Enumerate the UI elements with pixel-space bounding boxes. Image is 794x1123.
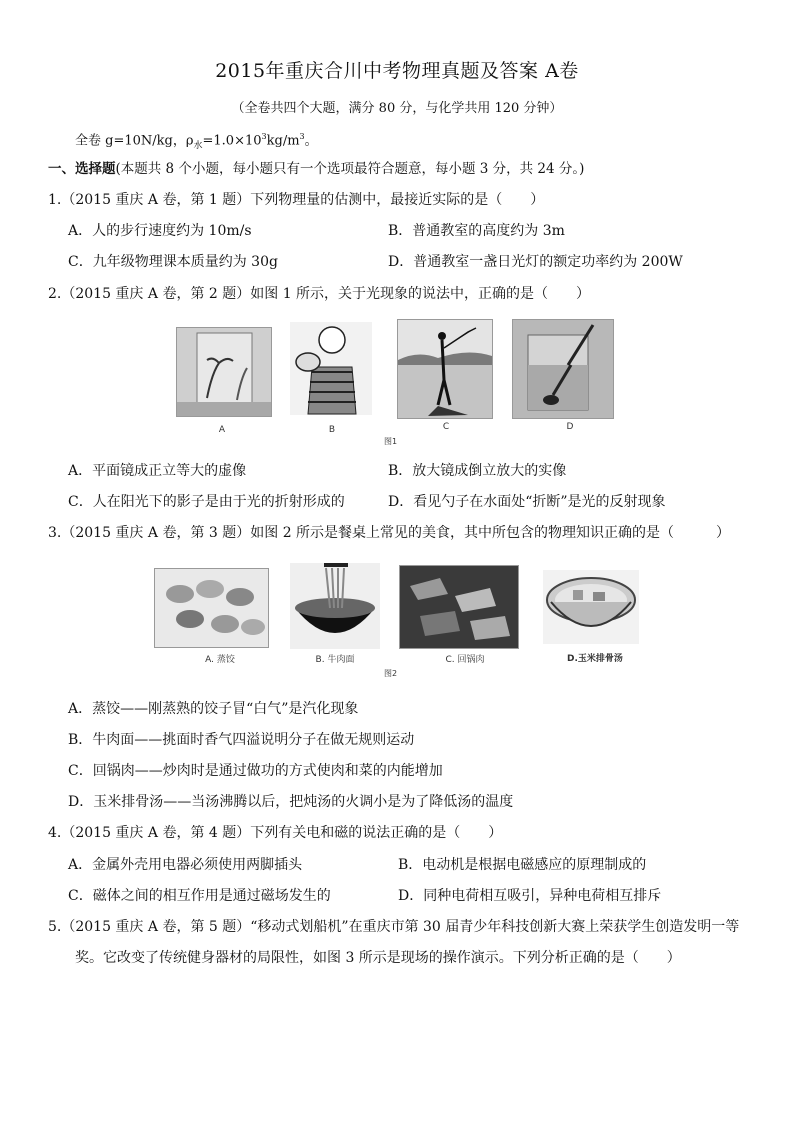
- q2-option-b: B．放大镜成倒立放大的实像: [388, 463, 567, 479]
- constants-end: 。: [304, 133, 318, 149]
- corn-rib-soup-image: [543, 570, 639, 644]
- page-subtitle: （全卷共四个大题，满分 80 分，与化学共用 120 分钟）: [231, 101, 563, 116]
- twice-cooked-pork-image: [400, 566, 518, 648]
- figure-1-image-c: [397, 319, 493, 419]
- magnifier-person-image: [290, 322, 372, 415]
- q4-option-c: C．磁体之间的相互作用是通过磁场发生的: [68, 888, 331, 904]
- figure-1-label-b: B: [328, 425, 336, 435]
- constants-prefix: 全卷 g=10N/kg，ρ: [75, 133, 194, 149]
- q1-option-c: C．九年级物理课本质量约为 30g: [68, 254, 278, 270]
- q1-option-b: B．普通教室的高度约为 3m: [388, 223, 565, 239]
- figure-1-image-d: [512, 319, 614, 419]
- figure-1-label-a: A: [218, 425, 226, 435]
- q4-option-b: B．电动机是根据电磁感应的原理制成的: [398, 857, 647, 873]
- q3-option-d: D．玉米排骨汤——当汤沸腾以后，把炖汤的火调小是为了降低汤的温度: [68, 794, 514, 810]
- section-desc: (本题共 8 个小题，每小题只有一个选项最符合题意，每小题 3 分，共 24 分。): [115, 161, 585, 177]
- q2-option-c: C．人在阳光下的影子是由于光的折射形成的: [68, 494, 345, 510]
- q1-option-d: D．普通教室一盏日光灯的额定功率约为 200W: [388, 254, 683, 270]
- figure-2-label-c: C. 回锅肉: [445, 655, 485, 665]
- q3-option-a: A．蒸饺——刚蒸熟的饺子冒“白气”是汽化现象: [68, 701, 359, 717]
- q1-stem: 1.（2015 重庆 A 卷，第 1 题）下列物理量的估测中，最接近实际的是（ ）: [48, 192, 545, 208]
- figure-2-caption: 图2: [384, 669, 398, 678]
- figure-2-image-c: [399, 565, 519, 649]
- section-heading: 一、选择题: [48, 161, 116, 177]
- constants-unit: kg/m: [266, 133, 300, 149]
- figure-2-label-a: A. 蒸饺: [205, 655, 235, 665]
- constants-line: [75, 128, 318, 155]
- q4-option-d: D．同种电荷相互吸引，异种电荷相互排斥: [398, 888, 662, 904]
- constants-sup: 3: [261, 132, 267, 141]
- page-title: 2015年重庆合川中考物理真题及答案 A卷: [215, 60, 579, 82]
- figure-2-image-d: [543, 570, 639, 644]
- q4-stem: 4.（2015 重庆 A 卷，第 4 题）下列有关电和磁的说法正确的是（ ）: [48, 825, 503, 841]
- figure-1-image-a: [176, 327, 272, 417]
- dumplings-image: [155, 569, 268, 647]
- constants-sub: 水: [193, 140, 203, 151]
- figure-1-label-c: C: [442, 422, 450, 432]
- q3-option-c: C．回锅肉——炒肉时是通过做功的方式使肉和菜的内能增加: [68, 763, 443, 779]
- figure-1-caption: 图1: [384, 437, 398, 446]
- q3-option-b: B．牛肉面——挑面时香气四溢说明分子在做无规则运动: [68, 732, 415, 748]
- figure-1-image-b: [290, 322, 372, 415]
- golfer-shadow-image: [398, 320, 492, 418]
- section-header: [48, 160, 584, 178]
- figure-2-label-d: D.玉米排骨汤: [567, 654, 623, 664]
- figure-1-label-d: D: [566, 422, 574, 432]
- constants-mid: =1.0×10: [202, 133, 262, 149]
- q2-option-a: A．平面镜成正立等大的虚像: [68, 463, 247, 479]
- q5-stem-line2: 奖。它改变了传统健身器材的局限性，如图 3 所示是现场的操作演示。下列分析正确的是（ ）: [75, 950, 681, 966]
- q2-stem: 2.（2015 重庆 A 卷，第 2 题）如图 1 所示，关于光现象的说法中，正确的是（ ）: [48, 286, 591, 302]
- beef-noodle-image: [290, 563, 380, 649]
- q3-stem: 3.（2015 重庆 A 卷，第 3 题）如图 2 所示是餐桌上常见的美食，其中所包含的物理知识正确的是（ ）: [48, 525, 731, 541]
- figure-2-image-b: [290, 563, 380, 649]
- q2-option-d: D．看见勺子在水面处“折断”是光的反射现象: [388, 494, 666, 510]
- spoon-in-water-image: [513, 320, 613, 418]
- constants-sup2: 3: [299, 132, 305, 141]
- q1-option-a: A．人的步行速度约为 10m/s: [68, 223, 252, 239]
- q4-option-a: A．金属外壳用电器必须使用两脚插头: [68, 857, 303, 873]
- q5-stem-line1: 5.（2015 重庆 A 卷，第 5 题）“移动式划船机”在重庆市第 30 届青少年科技创新大赛上荣获学生创造发明一等: [48, 919, 740, 935]
- mirror-plant-image: [177, 328, 271, 416]
- figure-2-label-b: B. 牛肉面: [315, 655, 355, 665]
- figure-2-image-a: [154, 568, 269, 648]
